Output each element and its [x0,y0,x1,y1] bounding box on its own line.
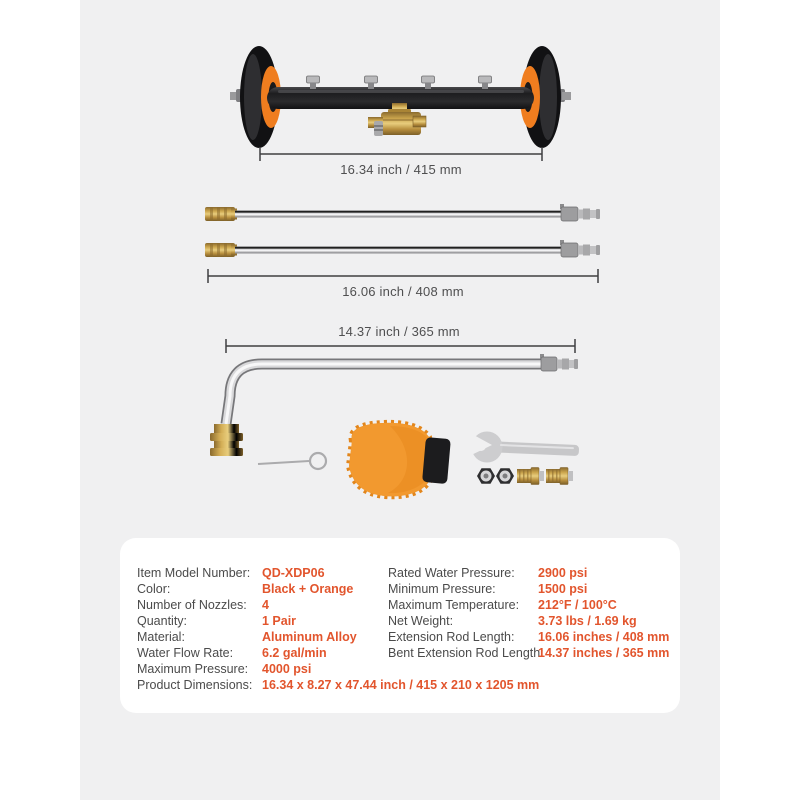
spec-label: Quantity: [137,614,188,628]
spec-value: 1 Pair [262,614,297,628]
spec-value: 3.73 lbs / 1.69 kg [538,614,637,628]
bent-rod-dimension-label: 14.37 inch / 365 mm [338,324,460,339]
wrench [461,428,579,463]
extension-rod-2 [205,240,600,257]
spec-label: Net Weight: [388,614,454,628]
spec-label: Material: [137,630,185,644]
rods-dimension-label: 16.06 inch / 408 mm [342,284,464,299]
spec-label: Color: [137,582,171,596]
dimension-line-cleaner [260,147,542,161]
spec-label: Number of Nozzles: [137,598,247,612]
spec-row-max-pressure [137,661,539,677]
bent-rod-brass-connector [210,424,243,456]
spec-label: Water Flow Rate: [137,646,234,660]
spec-row-rod-length [388,629,669,645]
spec-row-rated-pressure [388,565,669,581]
spec-value: 14.37 inches / 365 mm [538,646,670,660]
mitt-cuff [422,437,451,484]
spec-value: Aluminum Alloy [262,630,357,644]
spec-value: 4000 psi [262,662,312,676]
spec-row-min-pressure [388,581,669,597]
dimension-line-bent-rod [226,339,575,353]
spec-label: Maximum Pressure: [137,662,249,676]
spec-label: Rated Water Pressure: [388,566,515,580]
spec-card [120,538,680,713]
spec-value: 212°F / 100°C [538,598,617,612]
spec-value: 4 [262,598,269,612]
spec-value: QD-XDP06 [262,566,325,580]
spec-row-max-temperature [388,597,669,613]
spec-label: Minimum Pressure: [388,582,496,596]
spec-value: 16.34 x 8.27 x 47.44 inch / 415 x 210 x 1205 mm [262,678,540,692]
spec-label: Maximum Temperature: [388,598,520,612]
dimension-line-rods [208,269,598,283]
spec-value: 16.06 inches / 408 mm [538,630,670,644]
spec-value: 1500 psi [538,582,588,596]
cleaner-dimension-label: 16.34 inch / 415 mm [340,162,462,177]
cleaning-pin [258,453,326,469]
spec-column-right [388,565,669,661]
spec-label: Extension Rod Length: [388,630,515,644]
spec-value: Black + Orange [262,582,354,596]
spec-row-dimensions [137,677,539,693]
spec-label: Item Model Number: [137,566,251,580]
spec-row-net-weight [388,613,669,629]
spec-value: 6.2 gal/min [262,646,327,660]
extension-rod-1 [205,204,600,221]
hex-nut-2 [496,468,514,484]
wash-mitt [349,423,451,496]
hex-nut-1 [477,468,495,484]
brass-adapter-2 [546,468,573,485]
spec-value: 2900 psi [538,566,588,580]
brass-adapter-1 [517,468,544,485]
spec-label: Product Dimensions: [137,678,253,692]
spec-row-bent-rod-length [388,645,669,661]
undercarriage-cleaner-image [230,46,571,161]
spec-label: Bent Extension Rod Length: [388,646,544,660]
